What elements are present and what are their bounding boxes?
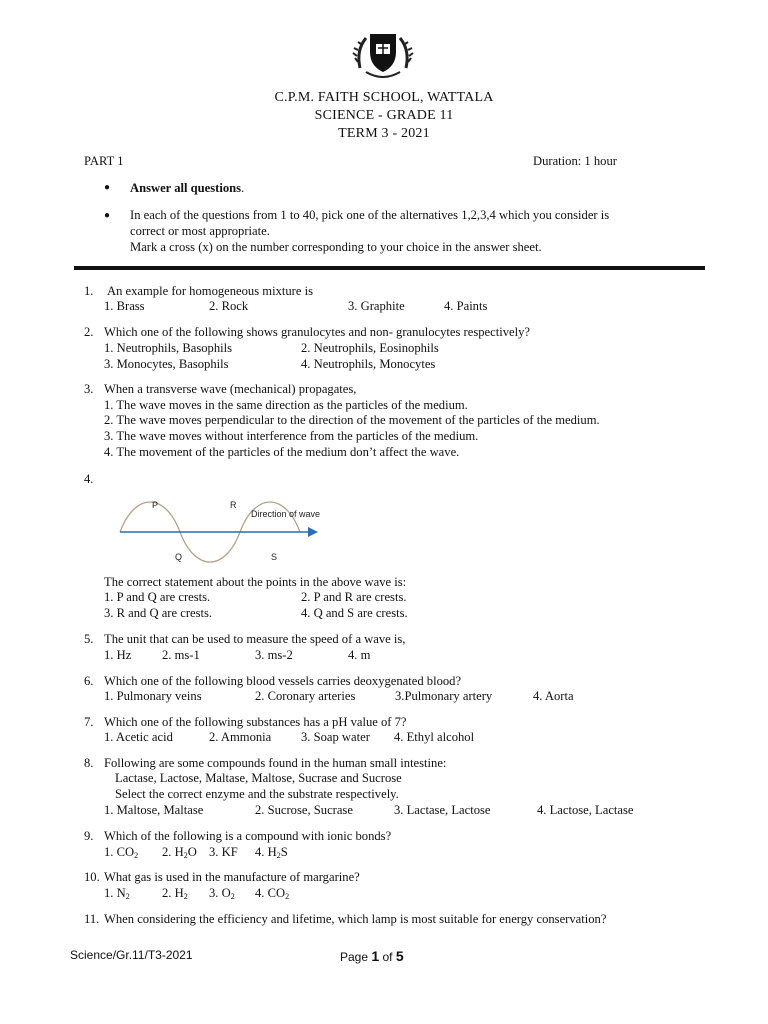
q9-option-4: 4. $H_2S$ bbox=[255, 845, 288, 860]
q4-number: 4. bbox=[84, 472, 94, 486]
q6-option-3: 3.Pulmonary artery bbox=[395, 689, 493, 703]
q6-text: Which one of the following blood vessels carries deoxygenated blood? bbox=[104, 674, 462, 688]
wave-point-p: P bbox=[152, 500, 159, 510]
q9-number: 9. bbox=[84, 829, 94, 843]
bullet-icon: ● bbox=[104, 182, 111, 193]
q1-text: An example for homogeneous mixture is bbox=[107, 284, 314, 298]
q8-compounds: Lactase, Lactose, Maltase, Maltose, Sucrase and Sucrose bbox=[115, 771, 402, 785]
q1-option-1: 1. Brass bbox=[104, 299, 145, 313]
instruction-answer-all: Answer all questions. bbox=[130, 181, 245, 195]
q2-option-4: 4. Neutrophils, Monocytes bbox=[301, 357, 436, 371]
q1-option-2: 2. Rock bbox=[209, 299, 249, 313]
q1-number: 1. bbox=[84, 284, 94, 298]
q4-option-2: 2. P and R are crests. bbox=[301, 590, 407, 604]
wave-point-q: Q bbox=[175, 552, 183, 562]
q4-option-3: 3. R and Q are crests. bbox=[104, 606, 213, 620]
q3-option-4: 4. The movement of the particles of the medium don’t affect the wave. bbox=[104, 445, 460, 459]
q4-option-1: 1. P and Q are crests. bbox=[104, 590, 211, 604]
q3-option-3: 3. The wave moves without interference from the particles of the medium. bbox=[104, 429, 479, 443]
term-title: TERM 3 - 2021 bbox=[338, 126, 430, 141]
q7-text: Which one of the following substances has a pH value of 7? bbox=[104, 715, 407, 729]
duration-label: Duration: 1 hour bbox=[533, 154, 617, 168]
footer-ref: Science/Gr.11/T3-2021 bbox=[70, 948, 193, 962]
q9-option-1: 1. $CO_2$ bbox=[104, 845, 139, 860]
q1-option-3: 3. Graphite bbox=[348, 299, 405, 313]
instruction-line3: Mark a cross (x) on the number corresponding to your choice in the answer sheet. bbox=[130, 240, 542, 254]
q10-option-2: 2. $H_2$ bbox=[162, 886, 188, 901]
q3-option-1: 1. The wave moves in the same direction as the particles of the medium. bbox=[104, 398, 468, 412]
q2-option-1: 1. Neutrophils, Basophils bbox=[104, 341, 233, 355]
wave-diagram bbox=[110, 494, 350, 570]
q8-text: Following are some compounds found in the human small intestine: bbox=[104, 756, 447, 770]
instruction-line2: In each of the questions from 1 to 40, pick one of the alternatives 1,2,3,4 which you consider is bbox=[130, 208, 610, 222]
school-name: C.P.M. FAITH SCHOOL, WATTALA bbox=[274, 90, 494, 105]
q10-text: What gas is used in the manufacture of margarine? bbox=[104, 870, 360, 884]
q4-text: The correct statement about the points in the above wave is: bbox=[104, 575, 407, 589]
q9-option-2: 2. $H_2O$ bbox=[162, 845, 197, 860]
page-number: Page 1 of 5 bbox=[340, 948, 404, 964]
instruction-line2b: correct or most appropriate. bbox=[130, 224, 270, 238]
q3-number: 3. bbox=[84, 382, 94, 396]
q3-option-2: 2. The wave moves perpendicular to the direction of the movement of the particles of the medium. bbox=[104, 413, 600, 427]
wave-direction-label: Direction of wave bbox=[251, 509, 321, 519]
q11-text: When considering the efficiency and lifetime, which lamp is most suitable for energy conservation? bbox=[104, 912, 607, 926]
wave-point-r: R bbox=[230, 500, 237, 510]
q10-option-1: 1. $N_2$ bbox=[104, 886, 130, 901]
q8-option-4: 4. Lactose, Lactase bbox=[537, 803, 634, 817]
q6-option-2: 2. Coronary arteries bbox=[255, 689, 356, 703]
wave-point-s: S bbox=[271, 552, 278, 562]
q6-option-1: 1. Pulmonary veins bbox=[104, 689, 202, 703]
q4-option-4: 4. Q and S are crests. bbox=[301, 606, 408, 620]
q10-option-4: 4. $CO_2$ bbox=[255, 886, 290, 901]
q2-number: 2. bbox=[84, 325, 94, 339]
divider-rule bbox=[74, 266, 705, 270]
subject-title: SCIENCE - GRADE 11 bbox=[314, 108, 454, 123]
q2-text: Which one of the following shows granulocytes and non- granulocytes respectively? bbox=[104, 325, 530, 339]
q5-option-1: 1. Hz bbox=[104, 648, 132, 662]
q5-option-4: 4. m bbox=[348, 648, 371, 662]
bullet-icon: ● bbox=[104, 210, 111, 221]
arrowhead-icon bbox=[308, 527, 318, 537]
q5-option-3: 3. ms-2 bbox=[255, 648, 293, 662]
q6-option-4: 4. Aorta bbox=[533, 689, 574, 703]
q7-option-1: 1. Acetic acid bbox=[104, 730, 173, 744]
q8-option-1: 1. Maltose, Maltase bbox=[104, 803, 204, 817]
q5-text: The unit that can be used to measure the speed of a wave is, bbox=[104, 632, 406, 646]
q9-text: Which of the following is a compound with ionic bonds? bbox=[104, 829, 392, 843]
q8-instruction: Select the correct enzyme and the substrate respectively. bbox=[115, 787, 399, 801]
school-crest-logo bbox=[352, 28, 414, 80]
q7-option-4: 4. Ethyl alcohol bbox=[394, 730, 475, 744]
q11-number: 11. bbox=[84, 912, 100, 926]
q9-option-3: 3. KF bbox=[209, 845, 238, 859]
q8-option-2: 2. Sucrose, Sucrase bbox=[255, 803, 353, 817]
part-label: PART 1 bbox=[84, 154, 124, 168]
q8-option-3: 3. Lactase, Lactose bbox=[394, 803, 491, 817]
q7-option-2: 2. Ammonia bbox=[209, 730, 272, 744]
q10-option-3: 3. $O_2$ bbox=[209, 886, 235, 901]
q8-number: 8. bbox=[84, 756, 94, 770]
q2-option-2: 2. Neutrophils, Eosinophils bbox=[301, 341, 439, 355]
q10-number: 10. bbox=[84, 870, 100, 884]
q5-option-2: 2. ms-1 bbox=[162, 648, 200, 662]
q6-number: 6. bbox=[84, 674, 94, 688]
q7-number: 7. bbox=[84, 715, 94, 729]
q5-number: 5. bbox=[84, 632, 94, 646]
q7-option-3: 3. Soap water bbox=[301, 730, 370, 744]
q1-option-4: 4. Paints bbox=[444, 299, 488, 313]
q2-option-3: 3. Monocytes, Basophils bbox=[104, 357, 229, 371]
q3-text: When a transverse wave (mechanical) propagates, bbox=[104, 382, 357, 396]
